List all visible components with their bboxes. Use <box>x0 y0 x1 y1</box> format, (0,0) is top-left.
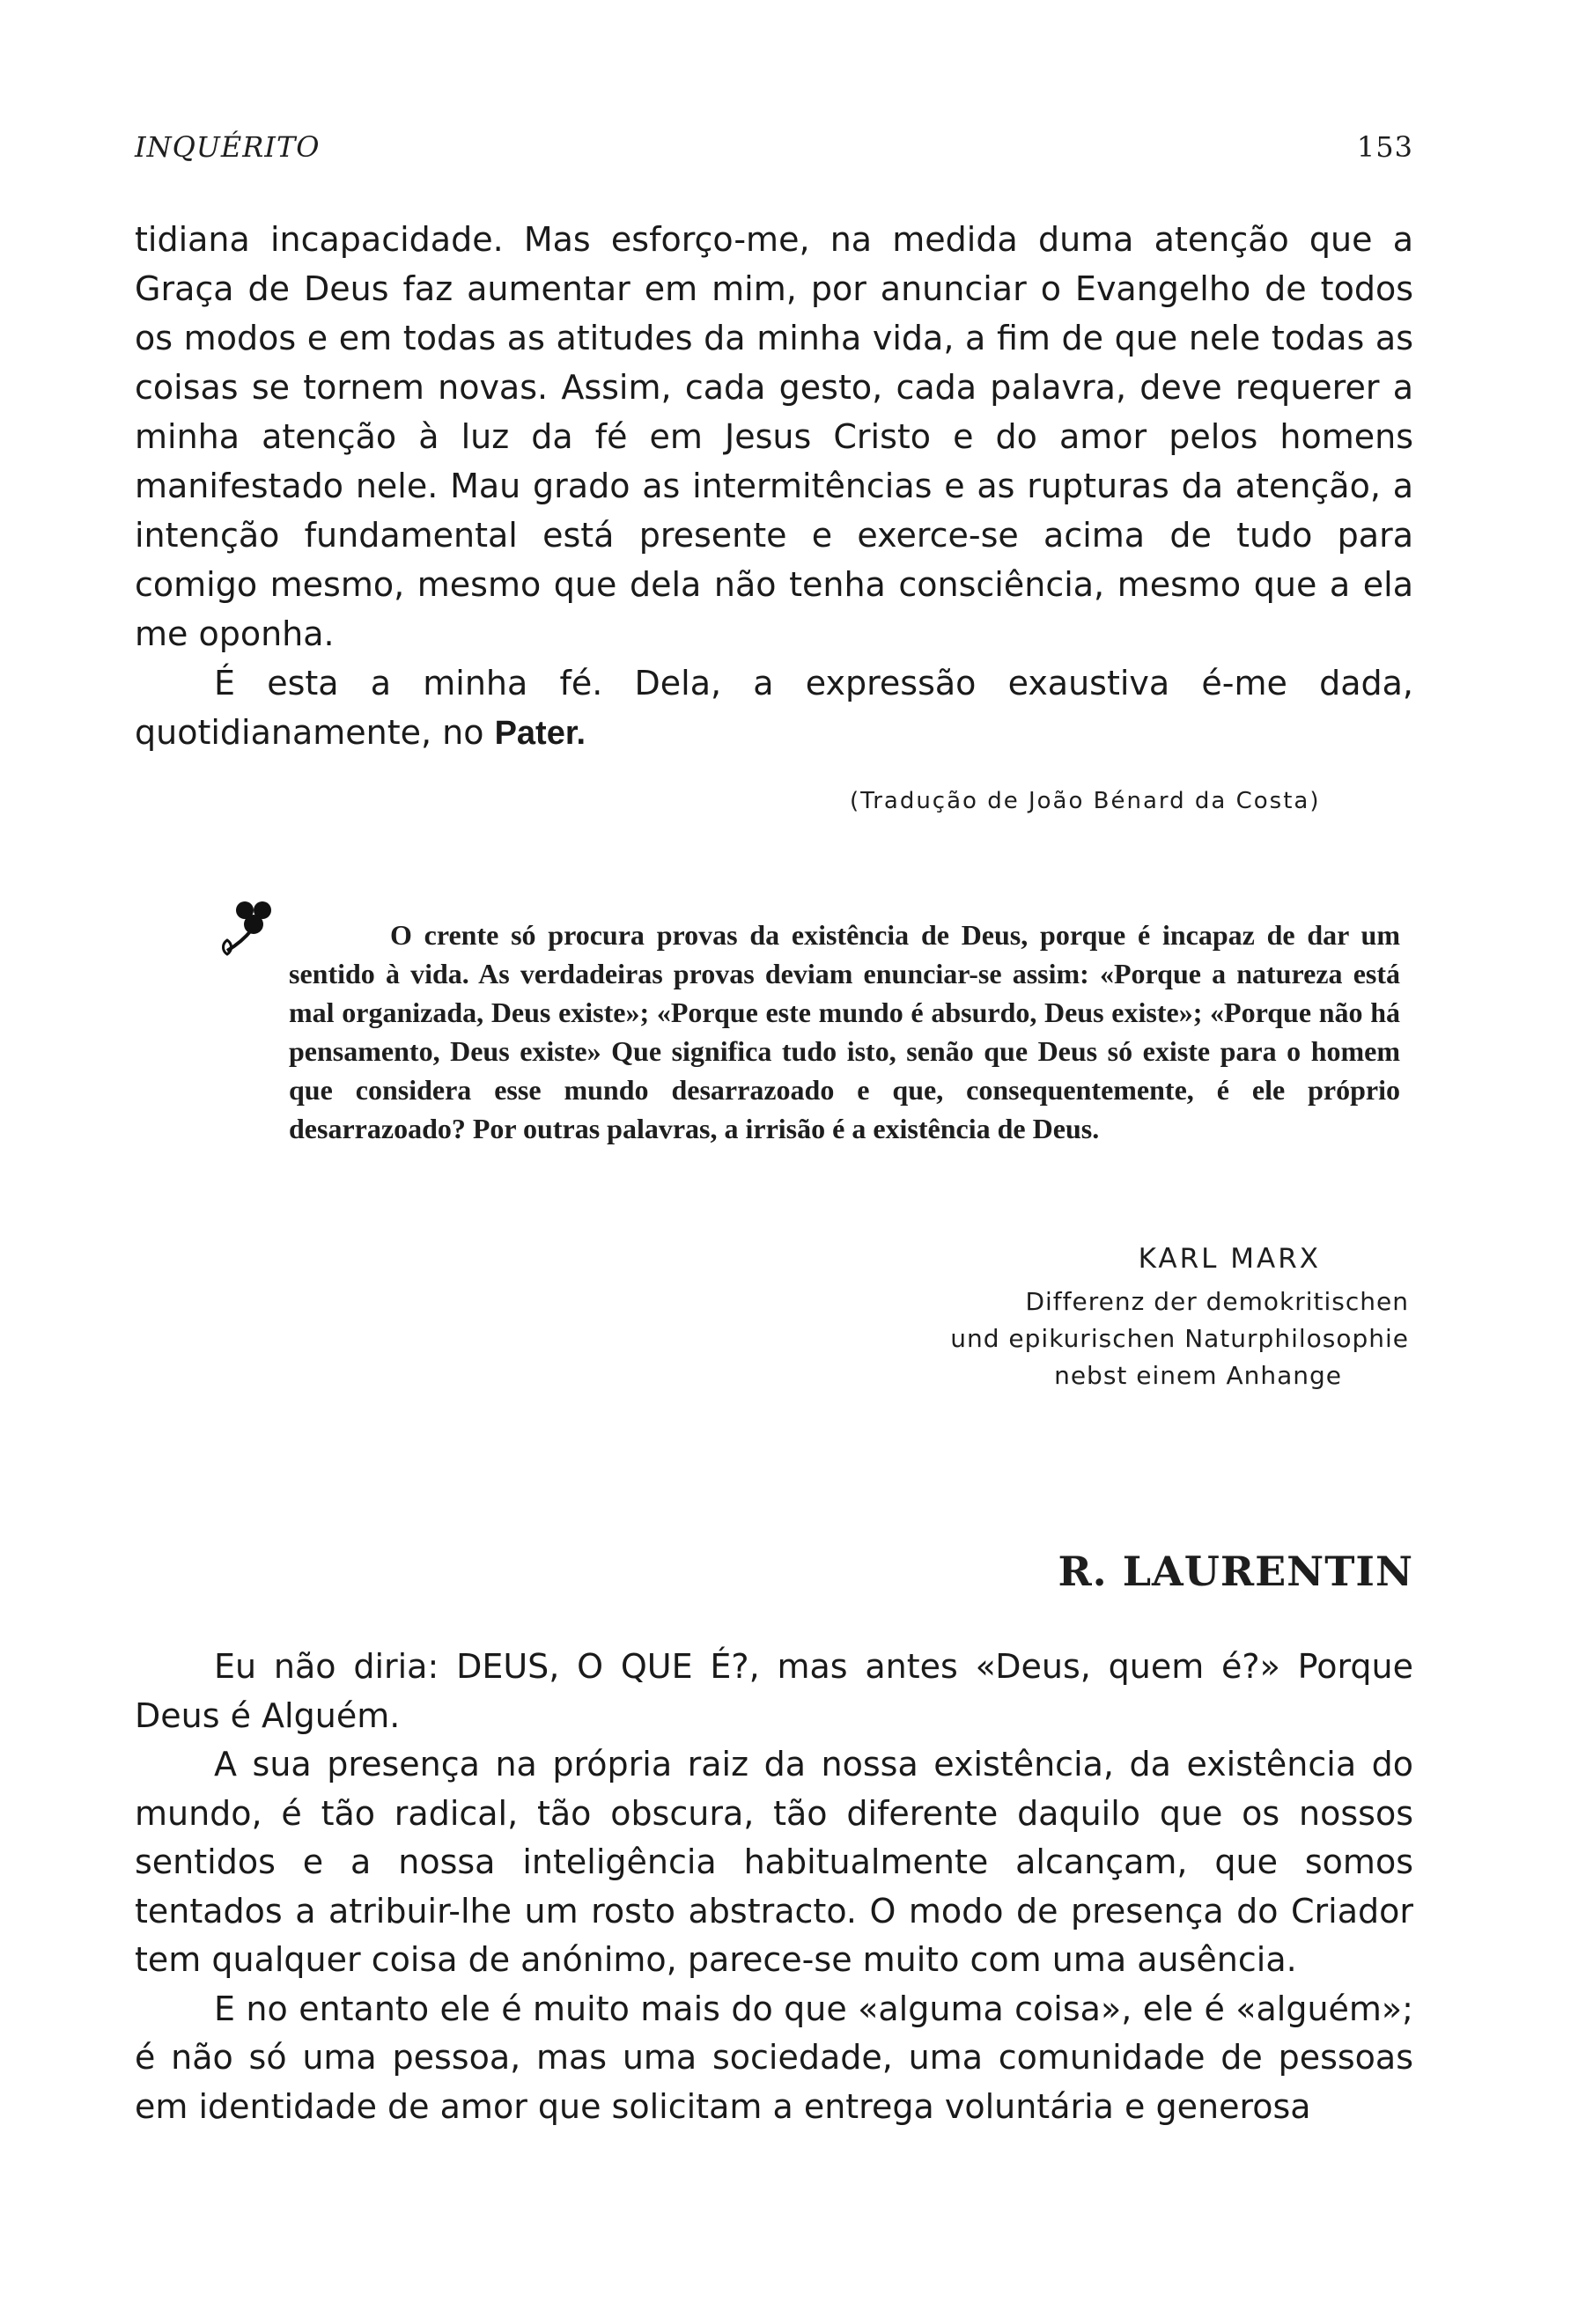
source-line-1: Differenz der demokritischen <box>1025 1287 1409 1316</box>
bold-word: Pater. <box>494 715 586 752</box>
source-line-2: und epikurischen Naturphilosophie <box>950 1324 1409 1353</box>
running-head <box>135 130 1413 174</box>
paragraph-text: É esta a minha fé. Dela, a expressão exaustiva é-me dada, quotidianamente, no <box>135 664 1413 752</box>
quote-author: KARL MARX <box>1138 1243 1321 1275</box>
paragraph <box>135 658 1413 758</box>
quote-attribution <box>881 1234 1409 1394</box>
translation-credit: (Tradução de João Bénard da Costa) <box>850 788 1321 814</box>
body-text-part2 <box>135 1643 1413 2131</box>
page-number: 153 <box>1356 130 1413 164</box>
marx-quote <box>289 916 1400 1148</box>
paragraph: E no entanto ele é muito mais do que «alguma coisa», ele é «alguém»; é não só uma pessoa, mas uma sociedade, uma comunidade de pessoas em identidade de amor que solicitam a entrega voluntária e generosa <box>135 1989 1413 2126</box>
clover-ornament-icon <box>218 896 280 967</box>
paragraph: A sua presença na própria raiz da nossa existência, da existência do mundo, é tão radical, tão obscura, tão diferente daquilo que os nossos sentidos e a nossa inteligência habitualmente alcançam, que somos tentados a atribuir-lhe um rosto abstracto. O modo de presença do Criador tem qualquer coisa de anónimo, parece-se muito com uma ausência. <box>135 1745 1413 1979</box>
body-text-part1 <box>135 215 1413 758</box>
paragraph: tidiana incapacidade. Mas esforço-me, na medida duma atenção que a Graça de Deus faz aumentar em mim, por anunciar o Evangelho de todos os modos e em todas as atitudes da minha vida, a fim de que nele todas as coisas se tornem novas. Assim, cada gesto, cada palavra, deve requerer a minha atenção à luz da fé em Jesus Cristo e do amor pelos homens manifestado nele. Mau grado as intermitências e as rupturas da atenção, a intenção fundamental está presente e exerce-se acima de tudo para comigo mesmo, mesmo que dela não tenha consciência, mesmo que a ela me oponha. <box>135 220 1413 653</box>
quote-text: O crente só procura provas da existência de Deus, porque é incapaz de dar um sentido à vida. As verdadeiras provas deviam enunciar-se assim: «Porque a natureza está mal organizada, Deus existe»; «Porque este mundo é absurdo, Deus existe»; «Porque não há pensamento, Deus existe» Que significa tudo isto, senão que Deus só existe para o homem que considera esse mundo desarrazoado e que, consequentemente, é ele próprio desarrazoado? Por outras palavras, a irrisão é a existência de Deus. <box>289 919 1400 1144</box>
running-title: INQUÉRITO <box>135 130 321 164</box>
source-line-3: nebst einem Anhange <box>1054 1361 1342 1390</box>
paragraph: Eu não diria: DEUS, O QUE É?, mas antes «Deus, quem é?» Porque Deus é Alguém. <box>135 1647 1413 1735</box>
section-title: R. LAURENTIN <box>1058 1548 1413 1595</box>
